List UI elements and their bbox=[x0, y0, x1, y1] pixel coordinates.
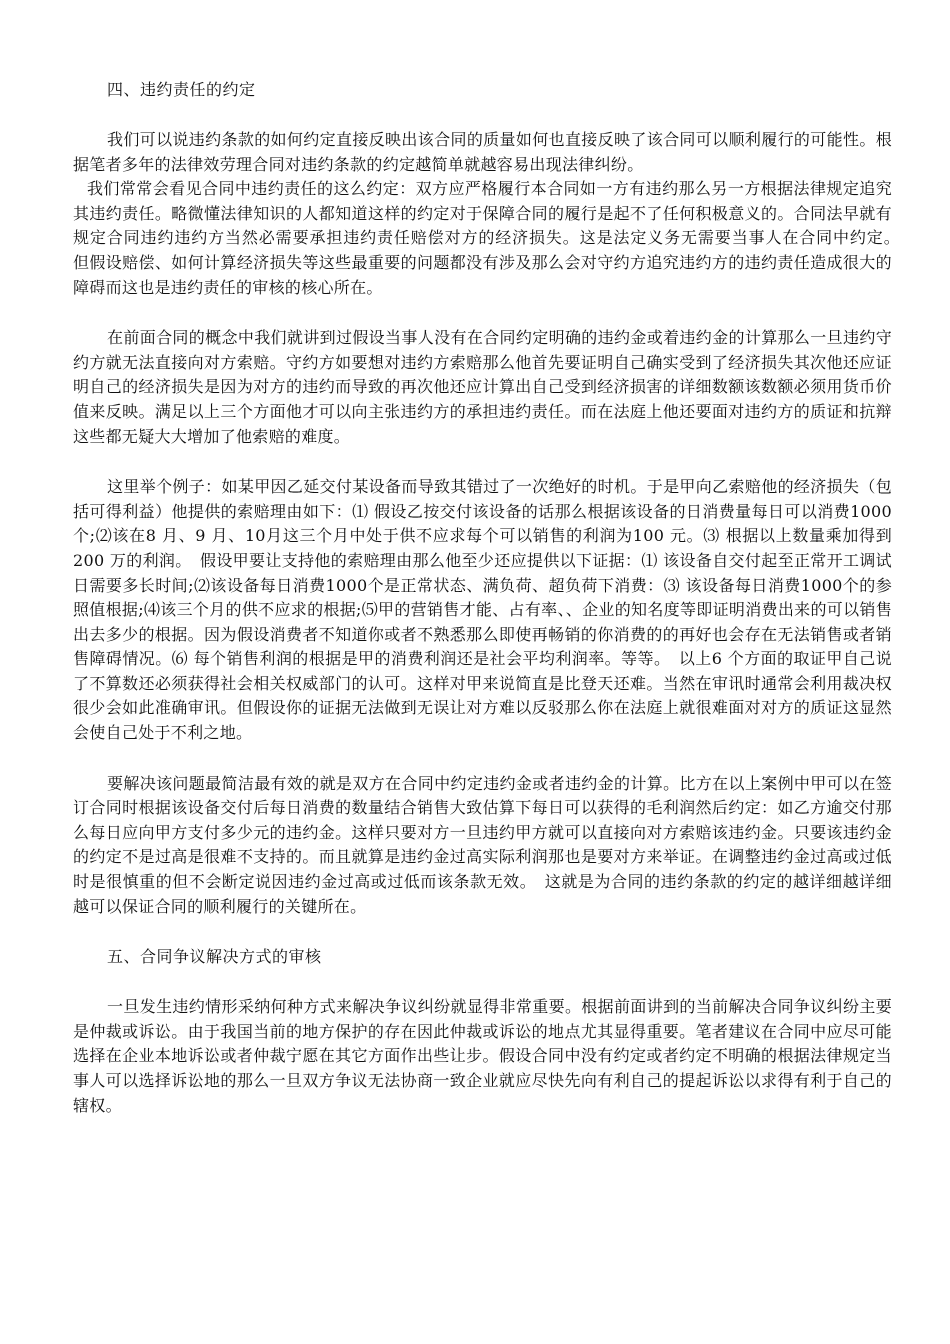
paragraph-clause-quality: 我们可以说违约条款的如何约定直接反映出该合同的质量如何也直接反映了该合同可以顺利履行的可能性。根据笔者多年的法律效劳理合同对违约条款的约定越简单就越容易出现法律纠纷。 bbox=[73, 130, 892, 174]
section-heading-breach-liability: 四、违约责任的约定 bbox=[107, 80, 256, 99]
section-heading-dispute-resolution: 五、合同争议解决方式的审核 bbox=[107, 947, 322, 967]
paragraph-solution: 要解决该问题最简洁最有效的就是双方在合同中约定违约金或者违约金的计算。比方在以上案例中甲可以在签订合同时根据该设备交付后每日消费的数量结合销售大致估算下每日可以获得的毛利润然后约定：如乙方逾交付那么每日应向甲方支付多少元的违约金。这样只要对方一旦违约甲方就可以直接向对方索赔该违约金。只要该违约金的约定不是过高是很难不支持的。而且就算是违约金过高实际利润那也是要对方来举证。在调整违约金过高或过低时是很慎重的但不会断定说因违约金过高或过低而该条款无效。 这就是为合同的违约条款的约定的越详细越详细越可以保证合同的顺利履行的关键所在。 bbox=[73, 773, 892, 916]
paragraph-claim-burden: 在前面合同的概念中我们就讲到过假设当事人没有在合同约定明确的违约金或着违约金的计算那么一旦违约守约方就无法直接向对方索赔。守约方如要想对违约方索赔那么他首先要证明自己确实受到了经济损失其次他还应证明自己的经济损失是因为对方的违约而导致的再次他还应计算出自己受到经济损害的详细数额该数额必须用货币价值来反映。满足以上三个方面他才可以向主张违约方的承担违约责任。而在法庭上他还要面对违约方的质证和抗辩这些都无疑大大增加了他索赔的难度。 bbox=[73, 328, 892, 446]
paragraph-dispute-method: 一旦发生违约情形采纳何种方式来解决争议纠纷就显得非常重要。根据前面讲到的当前解决合同争议纠纷主要是仲裁或诉讼。由于我国当前的地方保护的存在因此仲裁或诉讼的地点尤其显得重要。笔者建议在合同中应尽可能选择在企业本地诉讼或者仲裁宁愿在其它方面作出些让步。假设合同中没有约定或者约定不明确的根据法律规定当事人可以选择诉讼地的那么一旦双方争议无法协商一致企业就应尽快先向有利自己的提起诉讼以求得有利于自己的辖权。 bbox=[73, 997, 892, 1115]
paragraph-common-clause: 我们常常会看见合同中违约责任的这么约定：双方应严格履行本合同如一方有违约那么另一方根据法律规定追究其违约责任。略微懂法律知识的人都知道这样的约定对于保障合同的履行是起不了任何积极意义的。合同法早就有规定合同违约违约方当然必需要承担违约责任赔偿对方的经济损失。这是法定义务无需要当事人在合同中约定。 但假设赔偿、如何计算经济损失等这些最重要的问题都没有涉及那么会对守约方追究违约方的违约责任造成很大的障碍而这也是违约责任的审核的核心所在。 bbox=[73, 179, 909, 297]
paragraph-example: 这里举个例子：如某甲因乙延交付某设备而导致其错过了一次绝好的时机。于是甲向乙索赔他的经济损失（包括可得利益）他提供的索赔理由如下：⑴ 假设乙按交付该设备的话那么根据该设备的日消费量每日可以消费1000个;⑵该在8 月、9 月、10月这三个月中处于供不应求每个可以销售的利润为100 元。⑶ 根据以上数量乘加得到200 万的利润。 假设甲要让支持他的索赔理由那么他至少还应提供以下证据：⑴ 该设备自交付起至正常开工调试日需要多长时间;⑵该设备每日消费1000个是正常状态、满负荷、超负荷下消费：⑶ 该设备每日消费1000个的参照值根据;⑷该三个月的供不应求的根据;⑸甲的营销售才能、占有率、、企业的知名度等即证明消费出来的可以销售出去多少的根据。因为假设消费者不知道你或者不熟悉那么即使再畅销的你消费的的再好也会存在无法销售或者销售障碍情况。⑹ 每个销售利润的根据是甲的消费利润还是社会平均利润率。等等。 以上6 个方面的取证甲自己说了不算数还必须获得社会相关权威部门的认可。这样对甲来说简直是比登天还难。当然在审讯时通常会利用裁决权很少会如此准确审讯。但假设你的证据无法做到无误让对方难以反驳那么你在法庭上就很难面对对方的质证这显然会使自己处于不利之地。 bbox=[73, 477, 892, 743]
